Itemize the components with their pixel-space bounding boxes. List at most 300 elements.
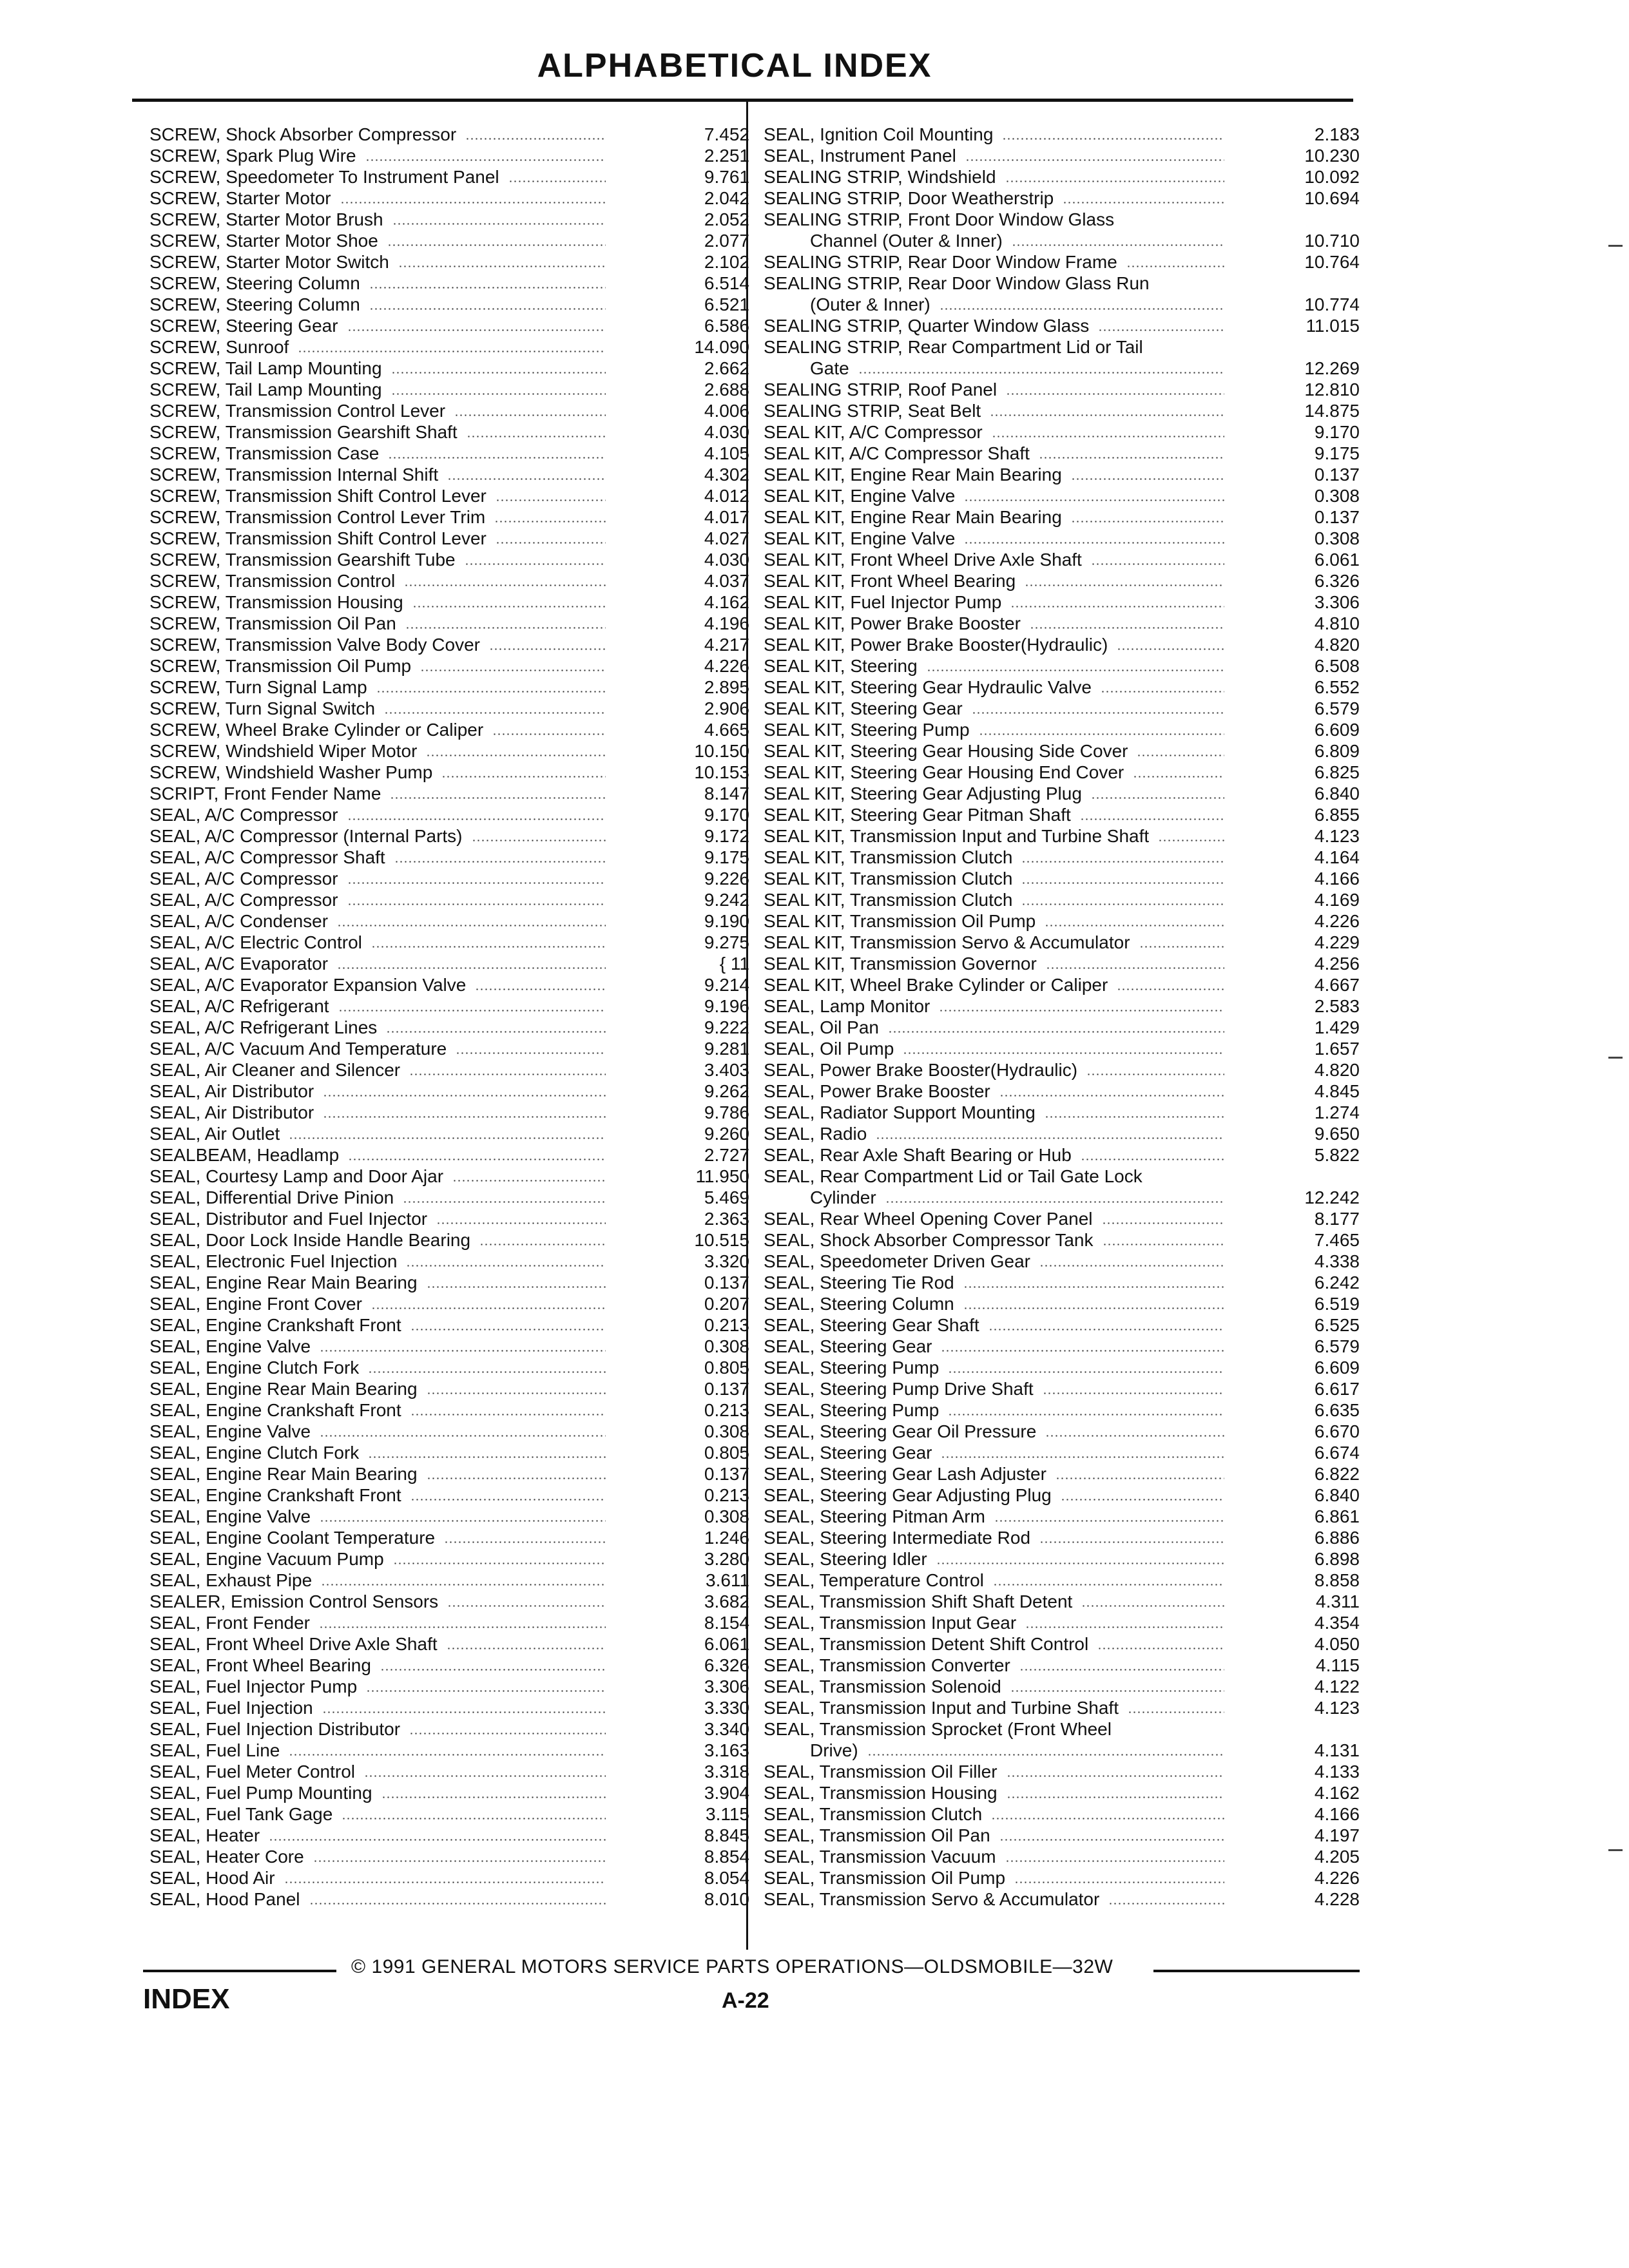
index-entry — [764, 1421, 1360, 1442]
entry-page-number: 9.222 — [704, 1017, 749, 1037]
index-entry — [764, 549, 1360, 570]
entry-page-number: 4.845 — [1314, 1081, 1360, 1101]
entry-page-number: 9.175 — [704, 847, 749, 867]
entry-page-number: 10.515 — [694, 1230, 749, 1250]
entry-page-number: 6.635 — [1314, 1400, 1360, 1420]
entry-name: SEAL KIT, Front Wheel Drive Axle Shaft — [764, 550, 1082, 570]
entry-page-number: 9.275 — [704, 932, 749, 952]
index-entry — [764, 421, 1360, 443]
entry-name: SEAL, Ignition Coil Mounting — [764, 124, 994, 144]
dot-leader — [347, 903, 606, 905]
dot-leader — [369, 287, 606, 289]
index-entry — [149, 1314, 749, 1336]
entry-page-number: 12.269 — [1304, 358, 1360, 378]
index-entry — [764, 1570, 1360, 1591]
entry-name: SEAL, Transmission Oil Filler — [764, 1762, 998, 1782]
index-entry — [149, 1888, 749, 1910]
dot-leader — [410, 1414, 606, 1416]
entry-page-number: 6.670 — [1314, 1421, 1360, 1441]
index-entry — [764, 464, 1360, 485]
dot-leader — [1117, 648, 1224, 650]
entry-page-number: 0.308 — [1314, 486, 1360, 506]
dot-leader — [964, 499, 1224, 501]
entry-name: SEAL, Engine Coolant Temperature — [149, 1528, 436, 1548]
entry-page-number: 6.886 — [1314, 1528, 1360, 1548]
index-entry — [764, 1867, 1360, 1888]
dot-leader — [409, 1733, 606, 1735]
dot-leader — [412, 606, 606, 608]
index-entry — [149, 1825, 749, 1846]
entry-page-number: 8.147 — [704, 783, 749, 803]
entry-page-number: 9.786 — [704, 1102, 749, 1122]
index-entry — [149, 1081, 749, 1102]
entry-name: SEAL, A/C Evaporator — [149, 954, 329, 974]
entry-name: SEAL, Courtesy Lamp and Door Ajar — [149, 1166, 444, 1186]
entry-page-number: 12.242 — [1304, 1187, 1360, 1207]
dot-leader — [941, 1456, 1224, 1458]
entry-page-number: 3.403 — [704, 1060, 749, 1080]
dot-leader — [337, 925, 606, 927]
entry-name: SEAL, A/C Electric Control — [149, 932, 362, 952]
dot-leader — [409, 1073, 606, 1075]
entry-name: SEAL, Instrument Panel — [764, 146, 956, 166]
entry-page-number: 3.318 — [704, 1762, 749, 1782]
index-entry — [149, 145, 749, 166]
entry-page-number: 9.226 — [704, 869, 749, 889]
dot-leader — [1063, 202, 1224, 204]
dot-leader — [390, 797, 606, 799]
entry-page-number: 4.012 — [704, 486, 749, 506]
margin-mark — [1608, 1849, 1623, 1851]
index-entry — [149, 1229, 749, 1251]
index-entry — [764, 379, 1360, 400]
entry-page-number: 6.855 — [1314, 805, 1360, 825]
entry-name: SCREW, Sunroof — [149, 337, 289, 357]
dot-leader — [1128, 1711, 1224, 1713]
dot-leader — [392, 223, 606, 225]
dot-leader — [1010, 1690, 1224, 1692]
index-entry — [764, 698, 1360, 719]
dot-leader — [876, 1137, 1224, 1139]
index-entry — [764, 336, 1360, 358]
entry-page-number: 1.429 — [1314, 1017, 1360, 1037]
dot-leader — [1071, 521, 1224, 523]
index-entry — [764, 251, 1360, 273]
index-entry — [764, 910, 1360, 932]
entry-name: Cylinder — [810, 1187, 876, 1207]
index-entry — [149, 124, 749, 145]
entry-name: SEAL KIT, A/C Compressor — [764, 422, 983, 442]
entry-page-number: 4.217 — [704, 635, 749, 655]
entry-name: SEAL, Engine Valve — [149, 1506, 311, 1526]
entry-name: SEAL, A/C Vacuum And Temperature — [149, 1039, 447, 1059]
dot-leader — [427, 1477, 606, 1479]
dot-leader — [858, 372, 1224, 374]
entry-page-number: 4.131 — [1314, 1740, 1360, 1760]
entry-page-number: 8.845 — [704, 1825, 749, 1845]
dot-leader — [380, 1669, 606, 1671]
entry-name: SEAL, Engine Rear Main Bearing — [149, 1464, 418, 1484]
entry-name: SEAL, Electronic Fuel Injection — [149, 1251, 398, 1271]
entry-name: SCREW, Transmission Shift Control Lever — [149, 528, 487, 548]
entry-page-number: 0.207 — [704, 1294, 749, 1314]
dot-leader — [348, 1158, 606, 1160]
entry-page-number: 0.137 — [704, 1379, 749, 1399]
dot-leader — [1012, 244, 1224, 246]
page-title: ALPHABETICAL INDEX — [537, 47, 932, 84]
entry-name: SEAL, Distributor and Fuel Injector — [149, 1209, 428, 1229]
dot-leader — [347, 818, 606, 820]
dot-leader — [1010, 606, 1224, 608]
entry-page-number: 3.682 — [704, 1591, 749, 1611]
index-entry — [149, 1633, 749, 1655]
entry-page-number: 8.054 — [704, 1868, 749, 1888]
entry-page-number: 8.177 — [1314, 1209, 1360, 1229]
entry-page-number: 8.858 — [1314, 1570, 1360, 1590]
dot-leader — [1045, 1116, 1224, 1118]
index-entry — [149, 1655, 749, 1676]
index-entry — [149, 209, 749, 230]
index-entry — [149, 251, 749, 273]
entry-name: SEAL, Engine Crankshaft Front — [149, 1485, 401, 1505]
dot-leader — [371, 946, 606, 948]
entry-name: SEAL, Rear Compartment Lid or Tail Gate Lock — [764, 1166, 1142, 1186]
dot-leader — [1025, 584, 1224, 586]
index-entry — [764, 1803, 1360, 1825]
dot-leader — [456, 1052, 606, 1054]
entry-page-number: 3.330 — [704, 1698, 749, 1718]
entry-name: SCRIPT, Front Fender Name — [149, 783, 381, 803]
entry-name: SCREW, Transmission Case — [149, 443, 380, 463]
entry-name: SEAL, Transmission Oil Pan — [764, 1825, 990, 1845]
index-entry — [764, 230, 1360, 251]
entry-name: SEALING STRIP, Quarter Window Glass — [764, 316, 1090, 336]
entry-name: SEAL, Oil Pan — [764, 1017, 879, 1037]
index-entry — [764, 1591, 1360, 1612]
index-entry — [149, 1527, 749, 1548]
entry-page-number: 4.030 — [704, 422, 749, 442]
entry-name: SEAL KIT, Power Brake Booster — [764, 613, 1021, 633]
dot-leader — [1117, 988, 1224, 990]
index-entry — [764, 868, 1360, 889]
index-entry — [149, 570, 749, 591]
entry-page-number: 0.308 — [1314, 528, 1360, 548]
entry-name: SEAL, Engine Crankshaft Front — [149, 1315, 401, 1335]
index-entry — [149, 464, 749, 485]
entry-name: SCREW, Windshield Wiper Motor — [149, 741, 418, 761]
index-entry — [764, 847, 1360, 868]
entry-page-number: 4.665 — [704, 720, 749, 740]
dot-leader — [472, 840, 606, 841]
dot-leader — [1133, 776, 1224, 778]
dot-leader — [309, 1903, 606, 1905]
entry-page-number: 9.650 — [1314, 1124, 1360, 1144]
index-entry — [149, 1442, 749, 1463]
dot-leader — [1108, 1903, 1224, 1905]
entry-page-number: 3.340 — [704, 1719, 749, 1739]
entry-name: SCREW, Turn Signal Lamp — [149, 677, 367, 697]
dot-leader — [1055, 1477, 1224, 1479]
dot-leader — [320, 1435, 606, 1437]
dot-leader — [1158, 840, 1224, 841]
entry-page-number: 3.306 — [704, 1677, 749, 1696]
dot-leader — [1025, 1626, 1224, 1628]
entry-name: SEAL KIT, Fuel Injector Pump — [764, 592, 1002, 612]
index-entry — [764, 187, 1360, 209]
dot-leader — [406, 1265, 606, 1267]
entry-page-number: 6.861 — [1314, 1506, 1360, 1526]
entry-name: SEAL, A/C Condenser — [149, 911, 329, 931]
entry-name: SCREW, Transmission Shift Control Lever — [149, 486, 487, 506]
dot-leader — [384, 712, 606, 714]
entry-name: SEAL, Fuel Tank Gage — [149, 1804, 333, 1824]
dot-leader — [1081, 1605, 1224, 1607]
entry-name: SEAL, Engine Rear Main Bearing — [149, 1379, 418, 1399]
index-entry — [149, 1038, 749, 1059]
dot-leader — [867, 1754, 1224, 1756]
entry-name: SEAL, Air Distributor — [149, 1102, 314, 1122]
entry-page-number: 4.338 — [1314, 1251, 1360, 1271]
index-entry — [764, 1761, 1360, 1782]
entry-name: SEAL KIT, Transmission Oil Pump — [764, 911, 1036, 931]
entry-page-number: 9.170 — [1314, 422, 1360, 442]
index-entry — [149, 1697, 749, 1718]
entry-page-number: 9.262 — [704, 1081, 749, 1101]
entry-name: SEAL, Steering Gear Shaft — [764, 1315, 979, 1335]
index-entry — [764, 1548, 1360, 1570]
index-entry — [764, 1081, 1360, 1102]
index-entry — [764, 1251, 1360, 1272]
dot-leader — [420, 669, 606, 671]
entry-name: SEAL, A/C Compressor (Internal Parts) — [149, 826, 463, 846]
dot-leader — [391, 372, 606, 374]
entry-page-number: 0.805 — [704, 1358, 749, 1378]
entry-name: SEAL, Transmission Sprocket (Front Wheel — [764, 1719, 1112, 1739]
index-entry — [149, 655, 749, 677]
dot-leader — [475, 988, 606, 990]
entry-name: SEAL, Steering Idler — [764, 1549, 927, 1569]
entry-name: SEAL KIT, Transmission Servo & Accumulator — [764, 932, 1130, 952]
dot-leader — [391, 393, 606, 395]
index-column-right — [764, 124, 1360, 1910]
dot-leader — [992, 436, 1224, 437]
index-entry — [149, 549, 749, 570]
entry-page-number: 6.242 — [1314, 1273, 1360, 1293]
entry-name: SEAL KIT, Steering Gear Adjusting Plug — [764, 783, 1082, 803]
index-entry — [149, 953, 749, 974]
dot-leader — [993, 1584, 1224, 1586]
index-entry — [764, 1676, 1360, 1697]
entry-name: SEAL, Transmission Vacuum — [764, 1847, 996, 1867]
entry-page-number: 6.674 — [1314, 1443, 1360, 1463]
dot-leader — [1007, 1775, 1224, 1777]
dot-leader — [284, 1881, 606, 1883]
index-entry — [764, 974, 1360, 995]
index-entry — [149, 591, 749, 613]
entry-page-number: 3.904 — [704, 1783, 749, 1803]
entry-name: SEAL KIT, Steering Gear Hydraulic Valve — [764, 677, 1092, 697]
index-entry — [149, 783, 749, 804]
index-entry — [149, 1208, 749, 1229]
dot-leader — [999, 1839, 1224, 1841]
index-entry — [764, 1846, 1360, 1867]
index-entry — [764, 570, 1360, 591]
dot-leader — [496, 542, 606, 544]
entry-page-number: 7.452 — [704, 124, 749, 144]
entry-name: SCREW, Transmission Valve Body Cover — [149, 635, 480, 655]
dot-leader — [492, 733, 606, 735]
dot-leader — [269, 1839, 606, 1841]
index-entry — [764, 166, 1360, 187]
index-entry — [764, 1336, 1360, 1357]
entry-page-number: 6.586 — [704, 316, 749, 336]
index-entry — [149, 315, 749, 336]
dot-leader — [1002, 138, 1224, 140]
entry-page-number: 2.251 — [704, 146, 749, 166]
entry-page-number: 6.525 — [1314, 1315, 1360, 1335]
entry-page-number: 8.154 — [704, 1613, 749, 1633]
dot-leader — [1021, 882, 1224, 884]
index-entry — [764, 1123, 1360, 1144]
entry-page-number: 4.229 — [1314, 932, 1360, 952]
dot-leader — [494, 521, 606, 523]
entry-page-number: 2.662 — [704, 358, 749, 378]
dot-leader — [452, 1180, 606, 1182]
dot-leader — [1126, 265, 1224, 267]
entry-page-number: 4.162 — [704, 592, 749, 612]
entry-page-number: 3.280 — [704, 1549, 749, 1569]
entry-page-number: 4.810 — [1314, 613, 1360, 633]
index-entry — [149, 932, 749, 953]
entry-name: (Outer & Inner) — [810, 294, 930, 314]
index-entry — [764, 1038, 1360, 1059]
entry-name: SEAL, Exhaust Pipe — [149, 1570, 313, 1590]
dot-leader — [444, 1541, 606, 1543]
entry-page-number: 10.774 — [1304, 294, 1360, 314]
entry-page-number: 1.657 — [1314, 1039, 1360, 1059]
index-entry — [764, 1378, 1360, 1399]
dot-leader — [398, 265, 606, 267]
dot-leader — [394, 861, 606, 863]
entry-page-number: 2.183 — [1314, 124, 1360, 144]
index-entry — [149, 1485, 749, 1506]
index-entry — [764, 1187, 1360, 1208]
index-entry — [149, 1782, 749, 1803]
entry-name: SEAL, Steering Gear Adjusting Plug — [764, 1485, 1052, 1505]
entry-page-number: 0.213 — [704, 1485, 749, 1505]
index-entry — [149, 995, 749, 1017]
dot-leader — [903, 1052, 1224, 1054]
index-entry — [764, 1633, 1360, 1655]
dot-leader — [1045, 925, 1224, 927]
entry-page-number: 4.122 — [1314, 1677, 1360, 1696]
dot-leader — [381, 1796, 606, 1798]
entry-name: SEAL, A/C Compressor — [149, 805, 338, 825]
entry-name: SEAL, Steering Column — [764, 1294, 954, 1314]
entry-page-number: 6.061 — [1314, 550, 1360, 570]
dot-leader — [410, 1329, 606, 1331]
entry-page-number: 9.196 — [704, 996, 749, 1016]
dot-leader — [1043, 1392, 1224, 1394]
entry-name: SEAL KIT, Wheel Brake Cylinder or Caliper — [764, 975, 1108, 995]
entry-name: SEALING STRIP, Rear Compartment Lid or Tail — [764, 337, 1143, 357]
entry-page-number: 0.308 — [704, 1506, 749, 1526]
index-entry — [149, 1187, 749, 1208]
entry-name: SEAL, Fuel Meter Control — [149, 1762, 356, 1782]
dot-leader — [990, 414, 1224, 416]
entry-name: SEALER, Emission Control Sensors — [149, 1591, 439, 1611]
dot-leader — [489, 648, 606, 650]
dot-leader — [298, 351, 606, 352]
entry-name: SEAL, Lamp Monitor — [764, 996, 930, 1016]
index-entry — [149, 187, 749, 209]
dot-leader — [447, 1605, 606, 1607]
dot-leader — [403, 1201, 606, 1203]
entry-name: SEAL, Door Lock Inside Handle Bearing — [149, 1230, 471, 1250]
index-entry — [149, 358, 749, 379]
index-entry — [149, 634, 749, 655]
dot-leader — [965, 159, 1224, 161]
entry-page-number: 4.205 — [1314, 1847, 1360, 1867]
index-entry — [764, 1166, 1360, 1187]
index-entry — [764, 932, 1360, 953]
dot-leader — [1080, 818, 1224, 820]
entry-name: SEAL, A/C Refrigerant Lines — [149, 1017, 378, 1037]
entry-name: SCREW, Windshield Washer Pump — [149, 762, 433, 782]
entry-name: SEAL, Air Distributor — [149, 1081, 314, 1101]
index-entry — [149, 677, 749, 698]
dot-leader — [441, 776, 606, 778]
entry-page-number: 2.895 — [704, 677, 749, 697]
dot-leader — [337, 967, 606, 969]
entry-name: SEAL, Radio — [764, 1124, 867, 1144]
index-entry — [764, 1740, 1360, 1761]
entry-name: SEAL, Steering Gear Lash Adjuster — [764, 1464, 1046, 1484]
dot-leader — [885, 1201, 1224, 1203]
index-entry — [149, 698, 749, 719]
dot-leader — [404, 584, 606, 586]
entry-page-number: 9.175 — [1314, 443, 1360, 463]
entry-page-number: 9.190 — [704, 911, 749, 931]
entry-page-number: 4.197 — [1314, 1825, 1360, 1845]
entry-page-number: 10.092 — [1304, 167, 1360, 187]
entry-name: SEAL, Steering Intermediate Rod — [764, 1528, 1031, 1548]
dot-leader — [1021, 903, 1224, 905]
dot-leader — [994, 1520, 1224, 1522]
index-entry — [764, 1017, 1360, 1038]
dot-leader — [991, 1818, 1224, 1820]
dot-leader — [1137, 754, 1224, 756]
dot-leader — [427, 1392, 606, 1394]
entry-page-number: 10.153 — [694, 762, 749, 782]
dot-leader — [1005, 180, 1224, 182]
index-entry — [149, 1612, 749, 1633]
entry-name: Drive) — [810, 1740, 858, 1760]
entry-page-number: 6.579 — [1314, 698, 1360, 718]
entry-name: SEAL, Steering Gear — [764, 1336, 932, 1356]
entry-name: SCREW, Transmission Oil Pan — [149, 613, 396, 633]
dot-leader — [1005, 1860, 1224, 1862]
entry-name: SCREW, Tail Lamp Mounting — [149, 380, 382, 399]
entry-page-number: 6.609 — [1314, 720, 1360, 740]
index-entry — [149, 1059, 749, 1081]
index-entry — [149, 528, 749, 549]
index-entry — [149, 974, 749, 995]
entry-name: SEAL, Radiator Support Mounting — [764, 1102, 1036, 1122]
index-entry — [764, 889, 1360, 910]
entry-page-number: 4.667 — [1314, 975, 1360, 995]
entry-page-number: 6.326 — [1314, 571, 1360, 591]
